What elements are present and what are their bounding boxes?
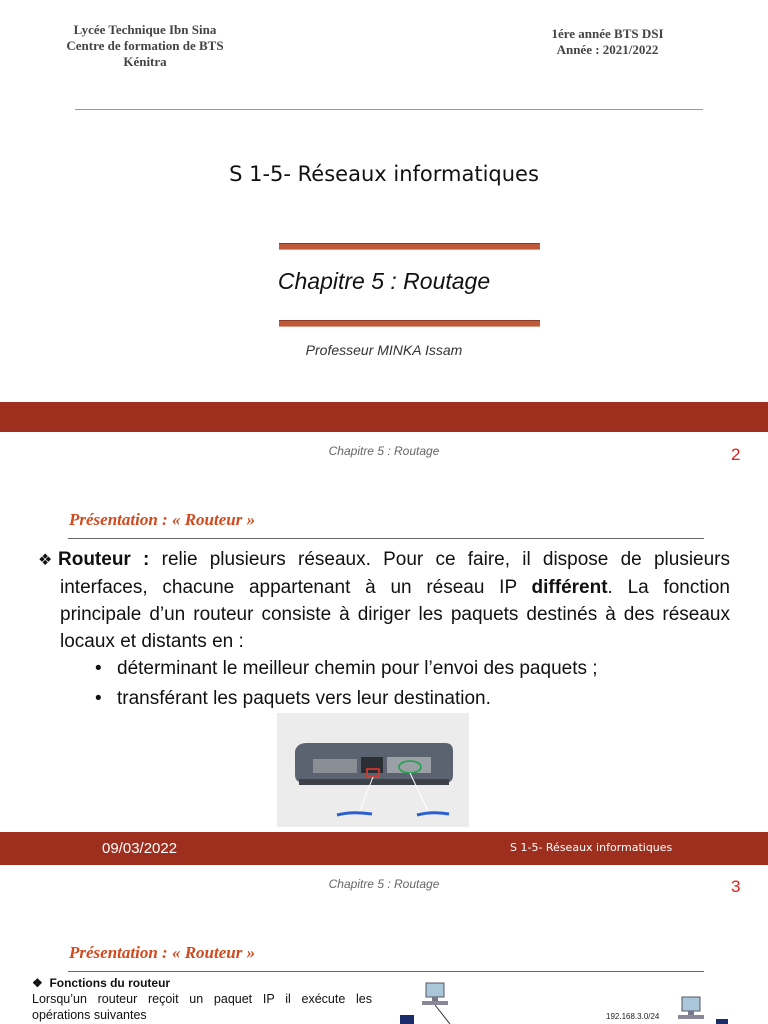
page-number: 2 <box>731 445 741 464</box>
diamond-bullet-icon: ❖ <box>32 976 50 990</box>
bullet-item: • déterminant le meilleur chemin pour l’envoi des paquets ; <box>95 654 598 684</box>
footer-module: S 1-5- Réseaux informatiques <box>510 841 673 854</box>
fonctions-heading <box>32 976 170 990</box>
school-line-3: Kénitra <box>123 54 167 69</box>
fonctions-text: Lorsqu’un routeur reçoit un paquet IP il exécute les opérations suivantes <box>32 992 372 1022</box>
diamond-bullet-icon: ❖ <box>38 552 53 569</box>
school-name <box>40 22 250 70</box>
bullet-list <box>95 654 598 714</box>
slide-separator-band <box>0 402 768 432</box>
module-title: S 1-5- Réseaux informatiques <box>229 162 539 186</box>
section-title-3: Présentation : « Routeur » <box>69 943 256 962</box>
header-divider <box>75 109 703 110</box>
chapter-bar-top <box>279 243 540 250</box>
school-line-2: Centre de formation de BTS <box>66 38 224 53</box>
section-title: Présentation : « Routeur » <box>69 510 256 529</box>
running-head: Chapitre 5 : Routage <box>328 444 440 458</box>
bullet-item: • transférant les paquets vers leur destination. <box>95 684 598 714</box>
definition-text-2: . La fonction principale d’un routeur consiste à diriger les paquets destinés à des réseaux locaux et distants en : <box>60 577 730 652</box>
chapter-title: Chapitre 5 : Routage <box>277 268 491 294</box>
professor-name: Professeur MINKA Issam <box>305 342 463 358</box>
section-underline-3 <box>68 971 704 972</box>
class-line: 1ére année BTS DSI <box>551 26 664 41</box>
class-info <box>520 26 695 58</box>
school-line-1: Lycée Technique Ibn Sina <box>73 22 217 37</box>
bold-different: différent <box>531 577 608 598</box>
routeur-definition <box>38 546 730 655</box>
diagram-subnet-label: 192.168.3.0/24 <box>606 1012 660 1021</box>
router-image-icon <box>277 713 469 827</box>
footer-date: 09/03/2022 <box>102 840 178 857</box>
chapter-bar-bottom <box>279 320 540 327</box>
running-head-3: Chapitre 5 : Routage <box>328 877 440 891</box>
section-underline <box>68 538 704 539</box>
network-diagram-icon <box>380 975 768 1024</box>
page-number-3: 3 <box>731 877 741 896</box>
fonctions-title: Fonctions du routeur <box>49 976 171 990</box>
network-diagram <box>380 975 768 1024</box>
definition-text-1: relie plusieurs réseaux. Pour ce faire, il dispose de plusieurs interfaces, chacune appartenant à un réseau IP <box>60 549 730 598</box>
term-routeur: Routeur : <box>58 549 150 570</box>
year-line: Année : 2021/2022 <box>556 42 659 57</box>
router-photo <box>277 713 469 827</box>
